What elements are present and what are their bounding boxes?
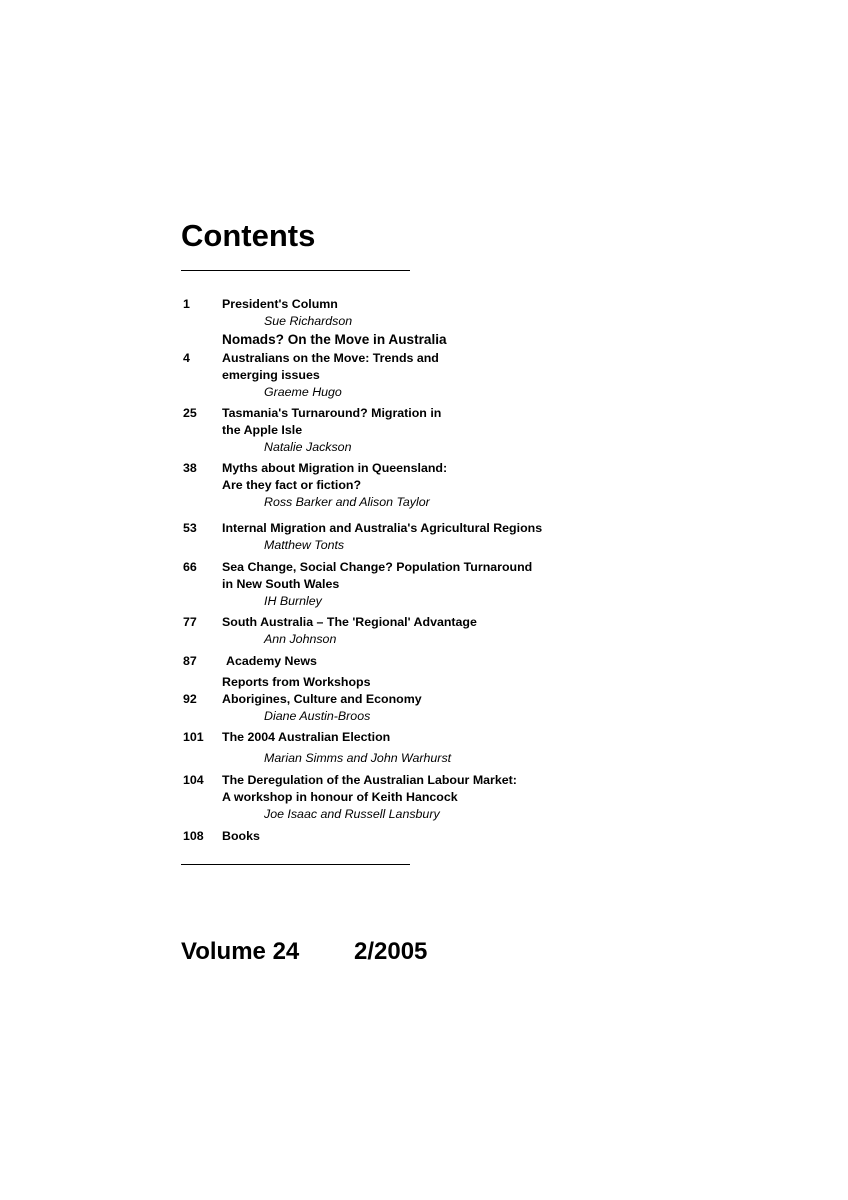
toc-author: Ross Barker and Alison Taylor <box>264 495 430 509</box>
toc-title: Australians on the Move: Trends and <box>222 351 439 365</box>
toc-title: The 2004 Australian Election <box>222 730 391 744</box>
top-divider <box>181 270 410 271</box>
issue-label: 2/2005 <box>354 938 428 965</box>
toc-title-continued: A workshop in honour of Keith Hancock <box>222 790 458 804</box>
toc-title: Tasmania's Turnaround? Migration in <box>222 406 442 420</box>
page-title: Contents <box>181 218 316 253</box>
toc-author: Graeme Hugo <box>264 385 342 399</box>
toc-title: Internal Migration and Australia's Agricultural Regions <box>222 521 543 535</box>
toc-page-number: 101 <box>183 730 204 744</box>
toc-title: Myths about Migration in Queensland: <box>222 461 448 475</box>
toc-author: Natalie Jackson <box>264 440 352 454</box>
toc-title: Academy News <box>226 654 317 668</box>
toc-page-number: 104 <box>183 773 204 787</box>
toc-title: Aborigines, Culture and Economy <box>222 692 422 706</box>
toc-page-number: 4 <box>183 351 190 365</box>
toc-title-continued: in New South Wales <box>222 577 340 591</box>
toc-title: The Deregulation of the Australian Labour Market: <box>222 773 517 787</box>
toc-author: IH Burnley <box>264 594 322 608</box>
toc-section-heading: Reports from Workshops <box>222 675 371 689</box>
toc-title-continued: Are they fact or fiction? <box>222 478 362 492</box>
toc-title: South Australia – The 'Regional' Advantage <box>222 615 477 629</box>
toc-page-number: 38 <box>183 461 197 475</box>
toc-author: Sue Richardson <box>264 314 353 328</box>
toc-author: Ann Johnson <box>264 632 337 646</box>
toc-page-number: 1 <box>183 297 190 311</box>
toc-author: Matthew Tonts <box>264 538 345 552</box>
toc-author: Joe Isaac and Russell Lansbury <box>264 807 440 821</box>
toc-title: President's Column <box>222 297 338 311</box>
toc-page-number: 77 <box>183 615 197 629</box>
toc-page-number: 92 <box>183 692 197 706</box>
toc-title-continued: emerging issues <box>222 368 320 382</box>
toc-author: Diane Austin-Broos <box>264 709 371 723</box>
toc-page-number: 53 <box>183 521 197 535</box>
toc-section-heading: Nomads? On the Move in Australia <box>222 332 447 347</box>
toc-title-continued: the Apple Isle <box>222 423 303 437</box>
toc-page-number: 87 <box>183 654 197 668</box>
toc-title: Books <box>222 829 260 843</box>
toc-title: Sea Change, Social Change? Population Turnaround <box>222 560 533 574</box>
toc-page-number: 66 <box>183 560 197 574</box>
bottom-divider <box>181 864 410 865</box>
toc-page-number: 108 <box>183 829 204 843</box>
toc-author: Marian Simms and John Warhurst <box>264 751 452 765</box>
volume-label: Volume 24 <box>181 938 300 965</box>
toc-page-number: 25 <box>183 406 197 420</box>
